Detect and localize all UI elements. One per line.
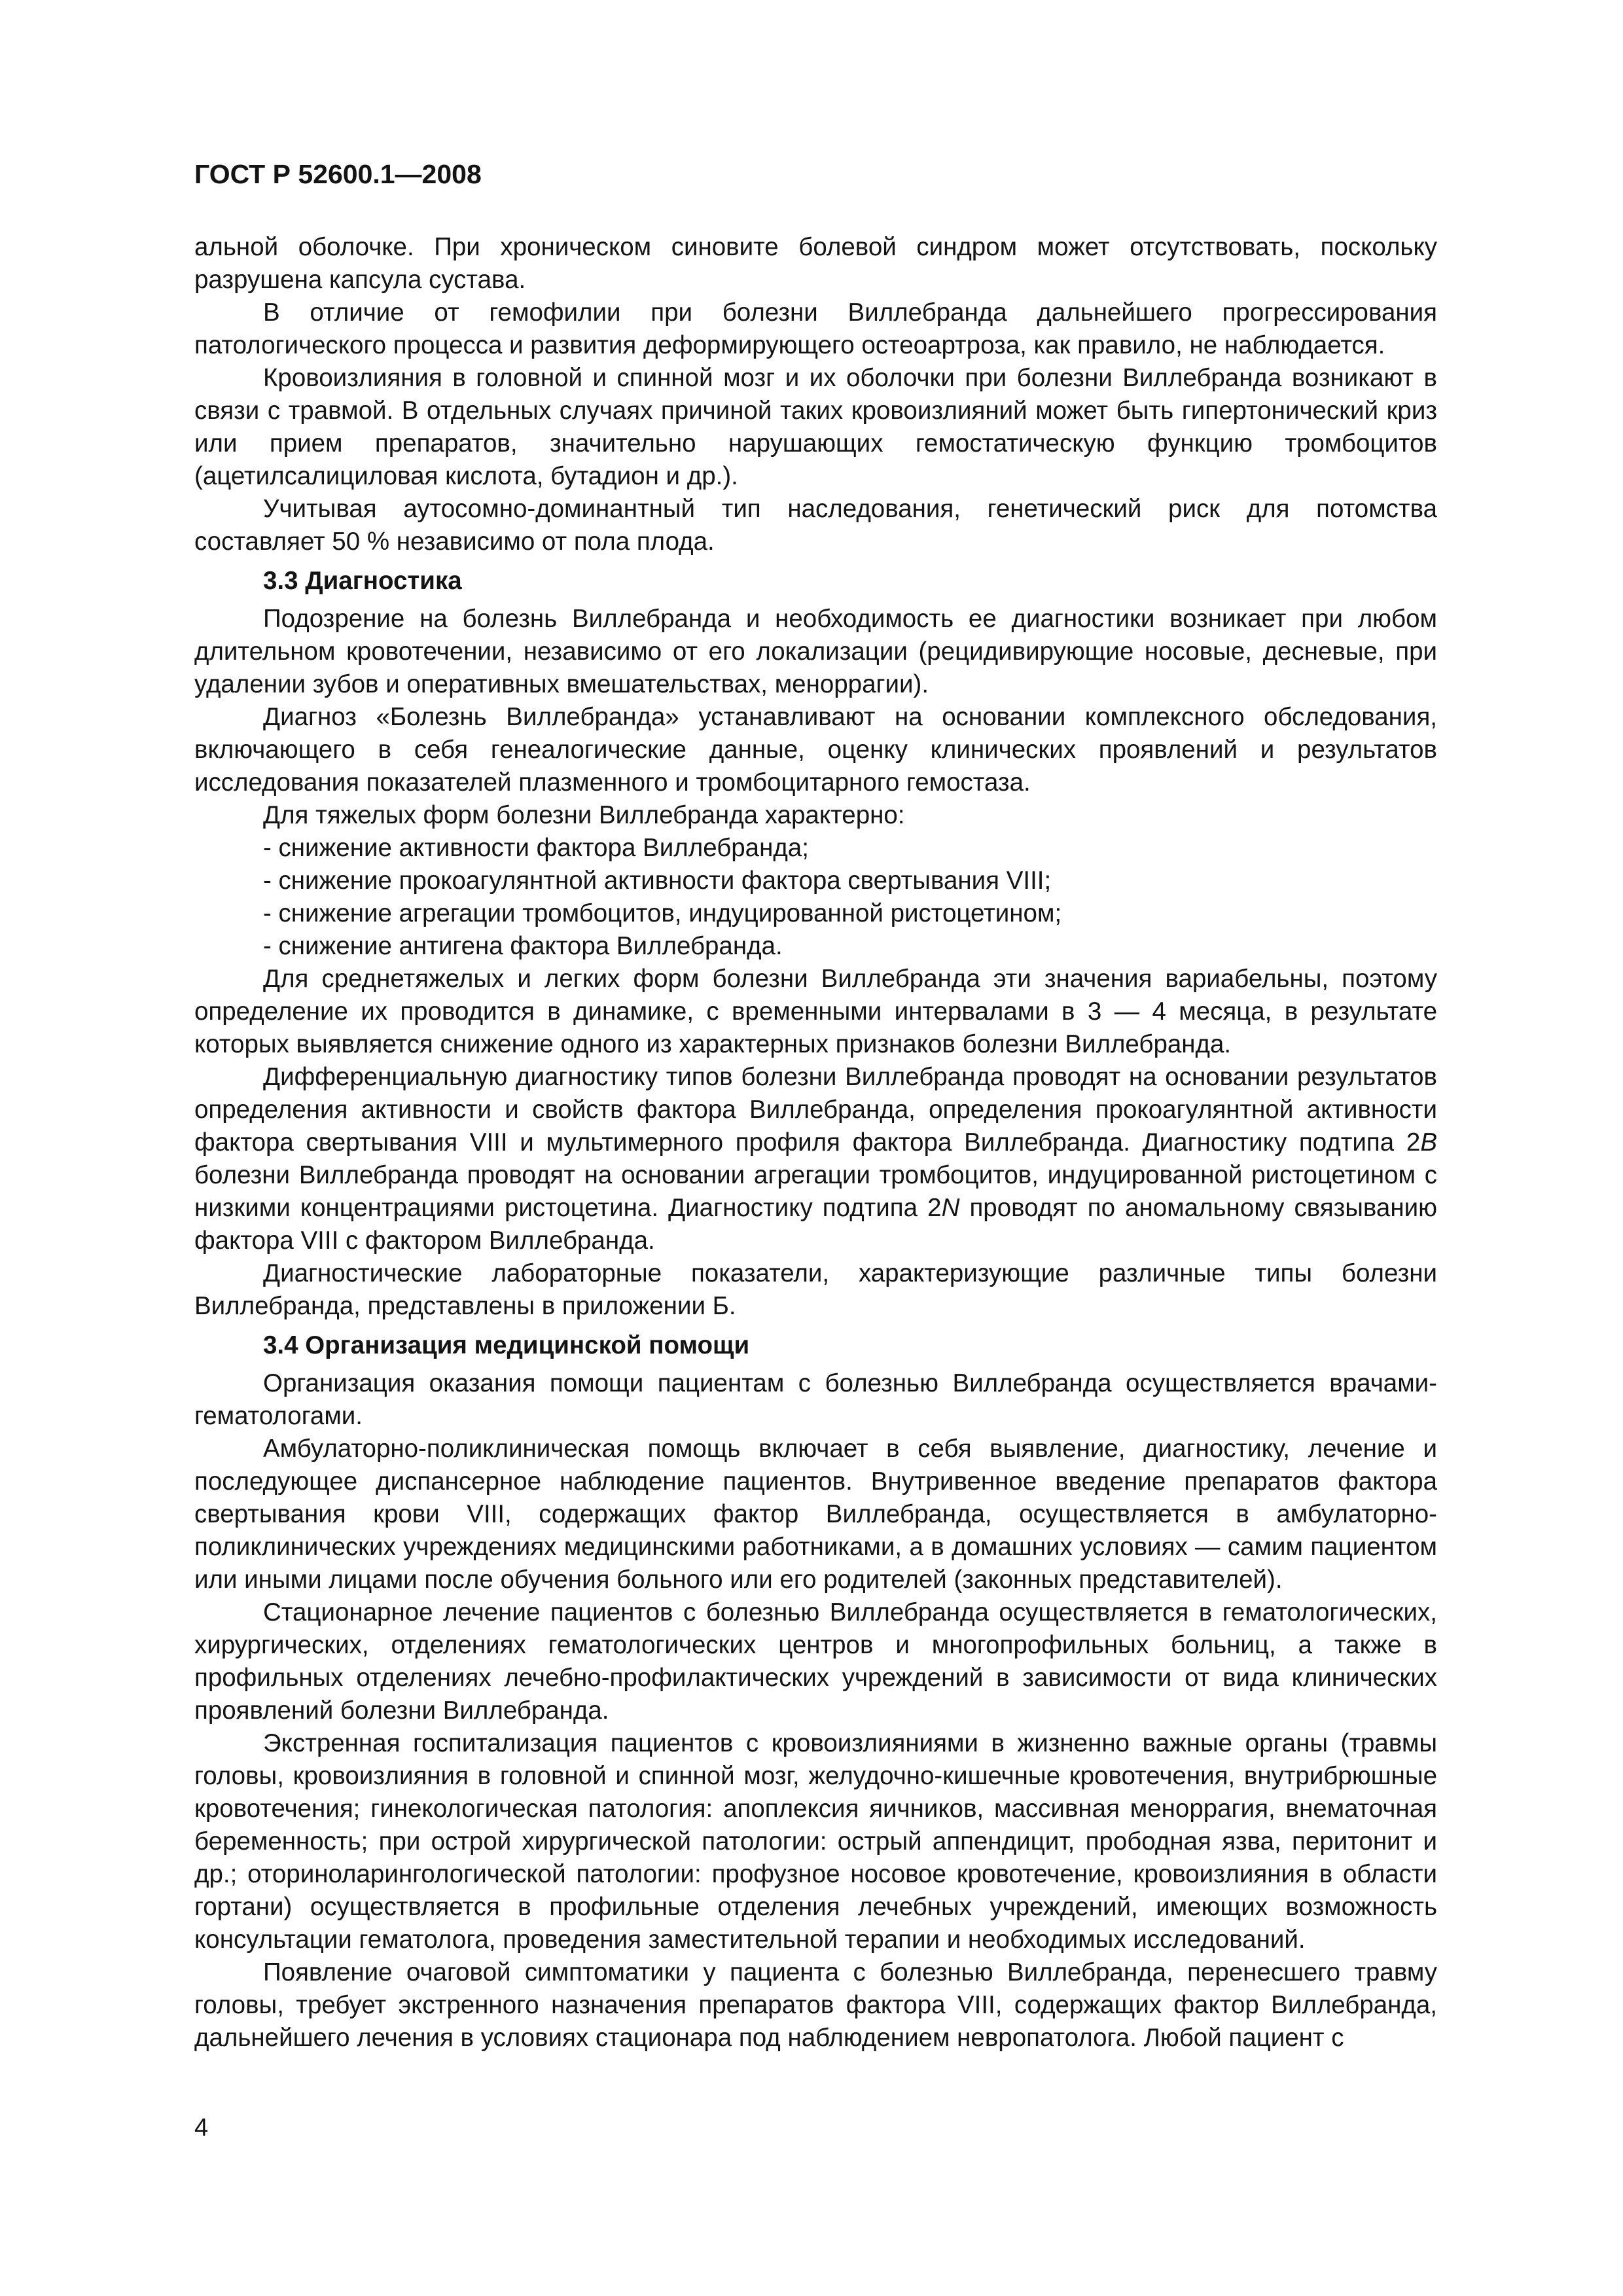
paragraph-continuation: альной оболочке. При хроническом синовите болевой синдром может отсутствовать, поскольку разрушена капсула сустава. <box>194 233 1437 294</box>
list-item: - снижение антигена фактора Виллебранда. <box>263 932 783 960</box>
section-heading-diagnostics: 3.3 Диагностика <box>263 567 462 595</box>
paragraph: Для тяжелых форм болезни Виллебранда характерно: <box>263 801 905 829</box>
paragraph: Экстренная госпитализация пациентов с кровоизлияниями в жизненно важные органы (травмы головы, кровоизлияния в головной и спинной мозг, желудочно-кишечные кровотечения, внутрибрюшные кровотечения; гинекологическая патология: апоплексия яичников, массивная меноррагия, внематочная беременность; при острой хирургической патологии: острый аппендицит, прободная язва, перитонит и др.; оториноларингологической патологии: профузное носовое кровотечение, кровоизлияния в области гортани) осуществляется в профильные отделения лечебных учреждений, имеющих возможность консультации гематолога, проведения заместительной терапии и необходимых исследований. <box>194 1729 1437 1954</box>
text-run: проводят по аномальному связыванию фактора VIII с фактором Виллебранда. <box>194 1194 1437 1255</box>
paragraph: Появление очаговой симптоматики у пациента с болезнью Виллебранда, перенесшего травму головы, требует экстренного назначения препаратов фактора VIII, содержащих фактор Виллебранда, дальнейшего лечения в условиях стационара под наблюдением невропатолога. Любой пациент с <box>194 1958 1437 2052</box>
paragraph: Учитывая аутосомно-доминантный тип наследования, генетический риск для потомства составляет 50 % независимо от пола плода. <box>194 495 1437 556</box>
paragraph: Организация оказания помощи пациентам с болезнью Виллебранда осуществляется врачами-гематологами. <box>194 1369 1437 1430</box>
subtype-letter: N <box>941 1194 960 1222</box>
paragraph: Диагноз «Болезнь Виллебранда» устанавливают на основании комплексного обследования, включающего в себя генеалогические данные, оценку клинических проявлений и результатов исследования показателей плазменного и тромбоцитарного гемостаза. <box>194 703 1437 797</box>
standard-code-header: ГОСТ Р 52600.1—2008 <box>194 159 482 189</box>
subtype-letter: B <box>1420 1128 1437 1157</box>
paragraph: Для среднетяжелых и легких форм болезни Виллебранда эти значения вариабельны, поэтому определение их проводится в динамике, с временными интервалами в 3 — 4 месяца, в результате которых выявляется снижение одного из характерных признаков болезни Виллебранда. <box>194 965 1437 1058</box>
paragraph: Диагностические лабораторные показатели, характеризующие различные типы болезни Виллебранда, представлены в приложении Б. <box>194 1259 1437 1320</box>
document-body <box>194 231 1437 2054</box>
page-number: 4 <box>194 2114 209 2142</box>
paragraph: Подозрение на болезнь Виллебранда и необходимость ее диагностики возникает при любом длительном кровотечении, независимо от его локализации (рецидивирующие носовые, десневые, при удалении зубов и оперативных вмешательствах, меноррагии). <box>194 605 1437 698</box>
text-run: Дифференциальную диагностику типов болезни Виллебранда проводят на основании результатов определения активности и свойств фактора Виллебранда, определения прокоагулянтной активности фактора свертывания VIII и мультимерного профиля фактора Виллебранда. Диагностику подтипа 2 <box>194 1063 1437 1157</box>
section-heading-medical-care: 3.4 Организация медицинской помощи <box>263 1331 750 1359</box>
paragraph-differential-diagnosis <box>194 1061 1437 1257</box>
text-run: болезни Виллебранда проводят на основании агрегации тромбоцитов, индуцированной ристоцетином с низкими концентрациями ристоцетина. Диагностику подтипа 2 <box>194 1161 1437 1222</box>
list-item: - снижение прокоагулянтной активности фактора свертывания VIII; <box>263 867 1052 895</box>
list-item: - снижение активности фактора Виллебранда; <box>263 834 809 862</box>
list-item: - снижение агрегации тромбоцитов, индуцированной ристоцетином; <box>263 899 1062 927</box>
paragraph: Стационарное лечение пациентов с болезнью Виллебранда осуществляется в гематологических, хирургических, отделениях гематологических центров и многопрофильных больниц, а также в профильных отделениях лечебно-профилактических учреждений в зависимости от вида клинических проявлений болезни Виллебранда. <box>194 1598 1437 1725</box>
paragraph: Амбулаторно-поликлиническая помощь включает в себя выявление, диагностику, лечение и последующее диспансерное наблюдение пациентов. Внутривенное введение препаратов фактора свертывания крови VIII, содержащих фактор Виллебранда, осуществляется в амбулаторно-поликлинических учреждениях медицинскими работниками, а в домашних условиях — самим пациентом или иными лицами после обучения больного или его родителей (законных представителей). <box>194 1435 1437 1594</box>
paragraph: В отличие от гемофилии при болезни Виллебранда дальнейшего прогрессирования патологического процесса и развития деформирующего остеоартроза, как правило, не наблюдается. <box>194 298 1437 359</box>
paragraph: Кровоизлияния в головной и спинной мозг и их оболочки при болезни Виллебранда возникают в связи с травмой. В отдельных случаях причиной таких кровоизлияний может быть гипертонический криз или прием препаратов, значительно нарушающих гемостатическую функцию тромбоцитов (ацетилсалициловая кислота, бутадион и др.). <box>194 364 1437 490</box>
